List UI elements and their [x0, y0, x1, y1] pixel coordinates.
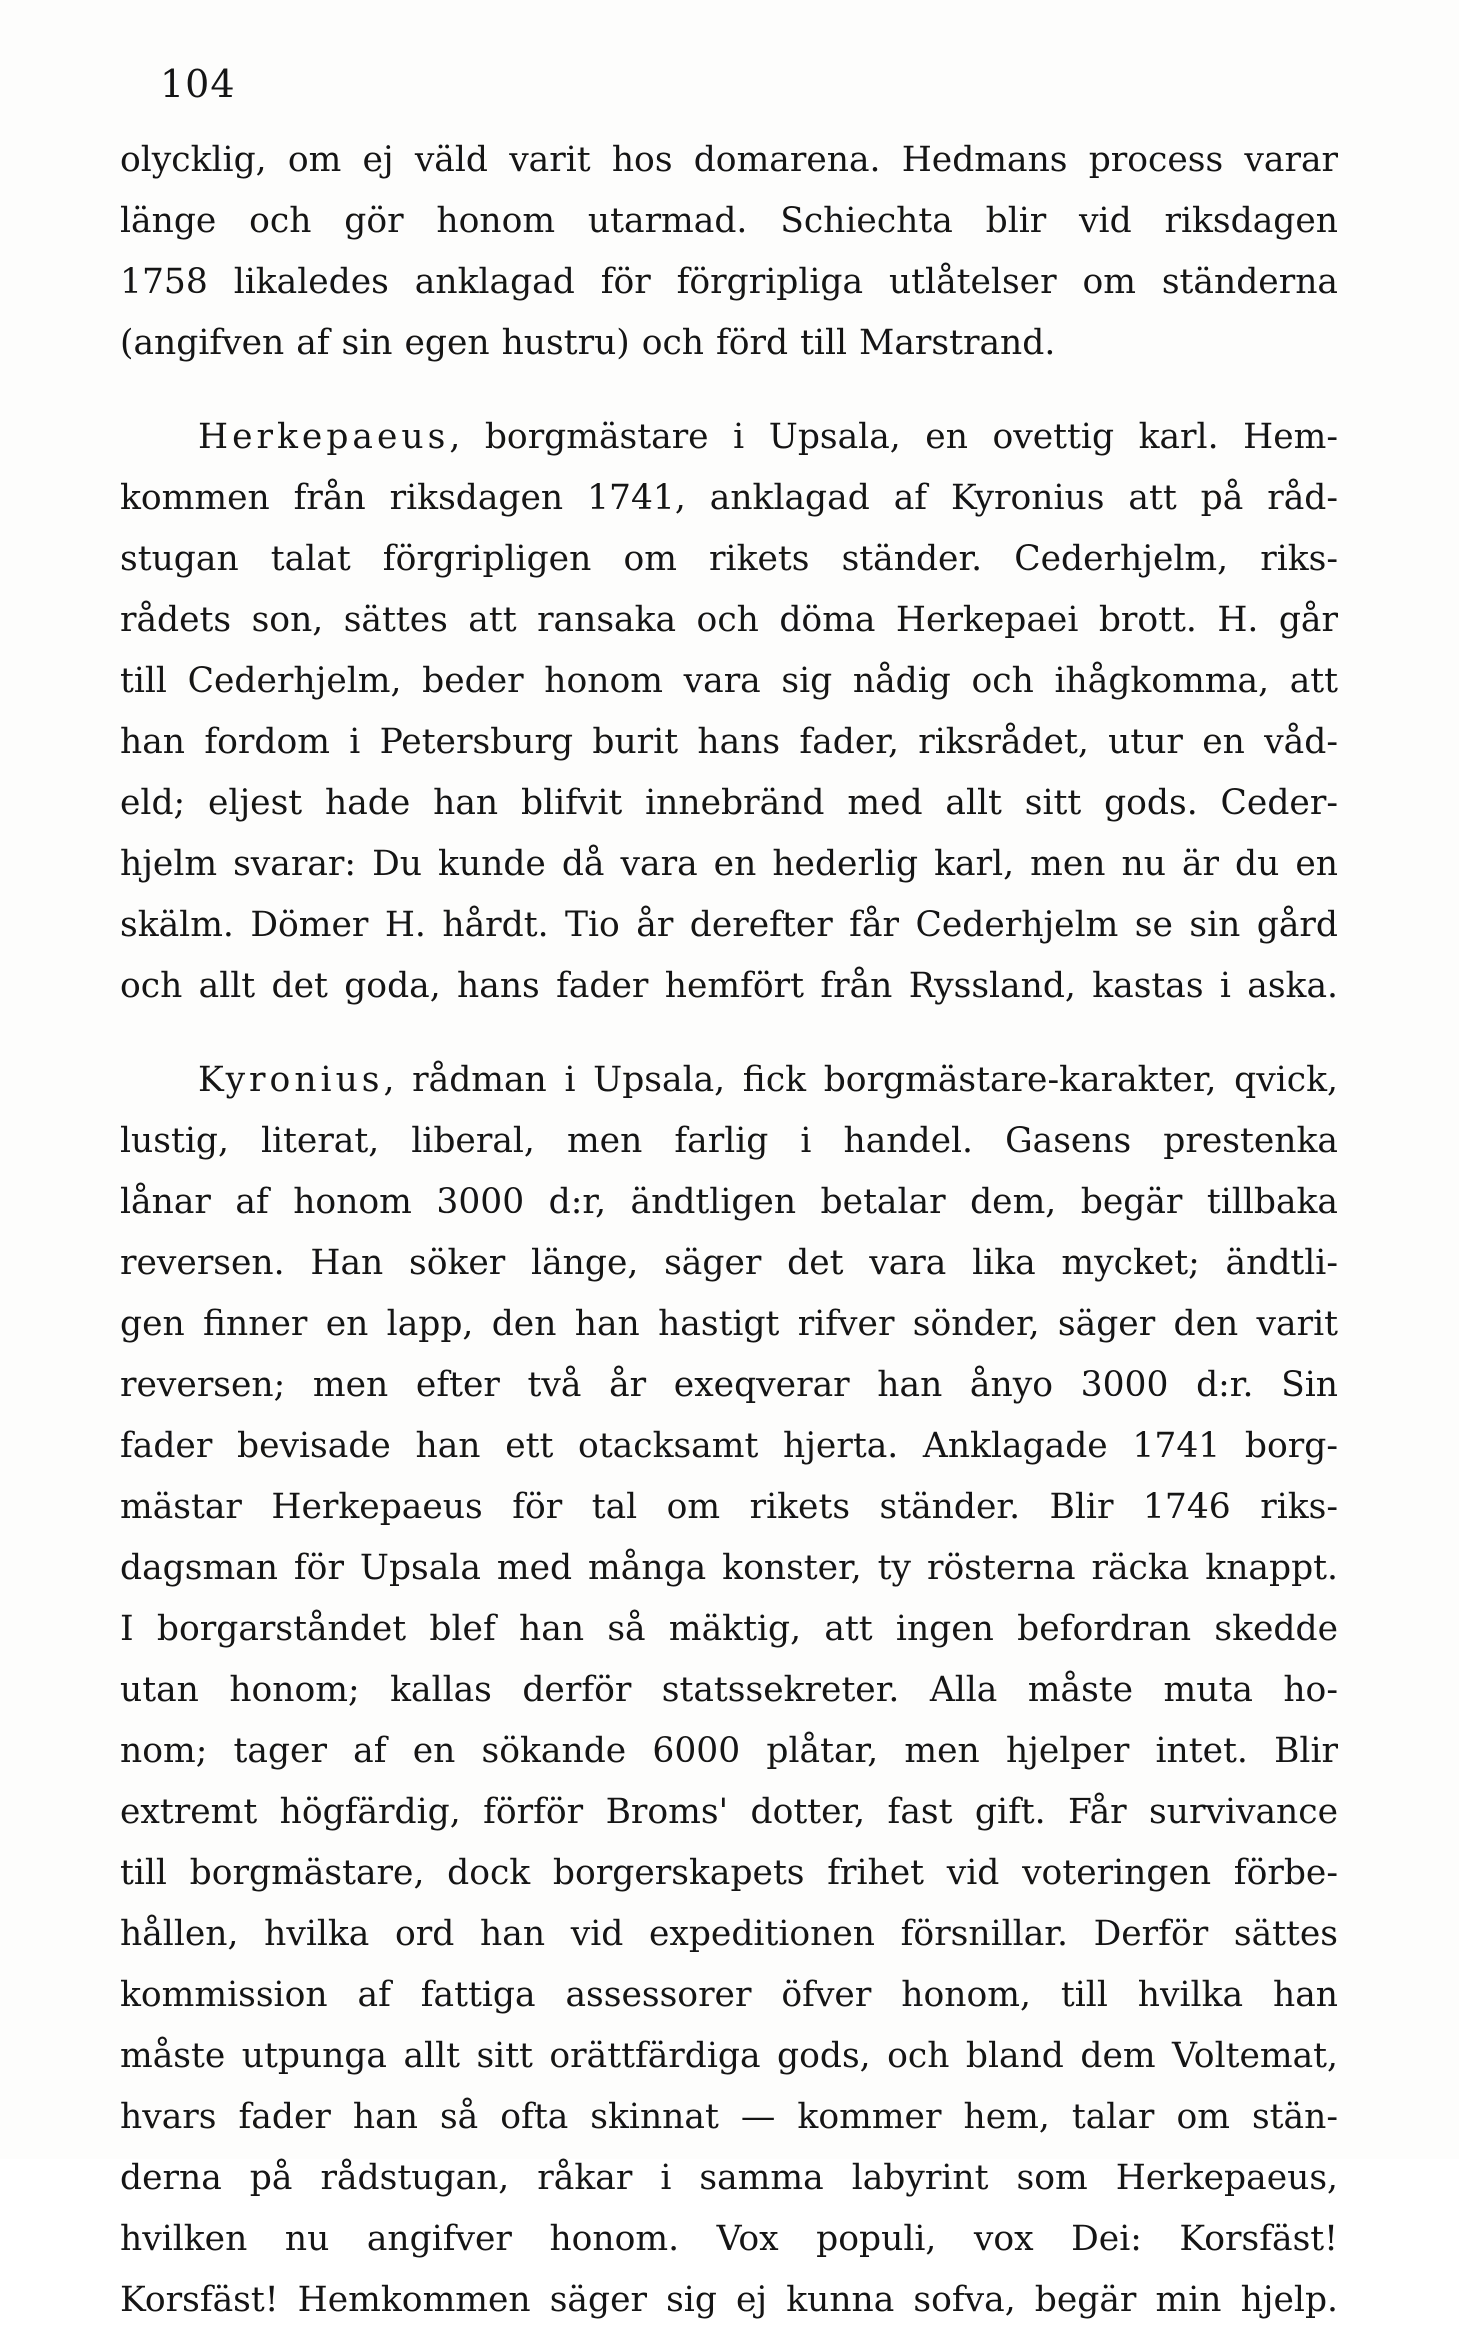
text-line: mästar Herkepaeus för tal om rikets ständer. Blir 1746 riks- [120, 1487, 1338, 1527]
text-line [120, 1050, 1338, 1111]
text-line: derna på rådstugan, råkar i samma labyrint som Herkepaeus, [120, 2158, 1338, 2198]
paragraph-herkepaeus [120, 407, 1338, 1017]
text-line: hållen, hvilka ord han vid expeditionen försnillar. Derför sättes [120, 1914, 1338, 1954]
text-line-rest: , borgmästare i Upsala, en ovettig karl. Hem- [449, 417, 1338, 457]
entry-name: Kyronius [198, 1060, 384, 1100]
page-number: 104 [160, 62, 236, 106]
paragraph-1 [120, 130, 1338, 374]
text-line: olycklig, om ej väld varit hos domarena. Hedmans process varar [120, 140, 1338, 180]
text-line: hjelm svarar: Du kunde då vara en hederlig karl, men nu är du en [120, 844, 1338, 884]
text-line: dagsman för Upsala med många konster, ty rösterna räcka knappt. [120, 1548, 1338, 1588]
text-line: länge och gör honom utarmad. Schiechta blir vid riksdagen [120, 201, 1338, 241]
text-line: och allt det goda, hans fader hemfört från Ryssland, kastas i aska. [120, 966, 1338, 1006]
text-line: 1758 likaledes anklagad för förgripliga utlåtelser om ständerna [120, 262, 1338, 302]
body-text [120, 130, 1338, 2331]
text-line: kommen från riksdagen 1741, anklagad af Kyronius att på råd- [120, 478, 1338, 518]
text-line: han fordom i Petersburg burit hans fader, riksrådet, utur en våd- [120, 722, 1338, 762]
text-line: reversen; men efter två år exeqverar han ånyo 3000 d:r. Sin [120, 1365, 1338, 1405]
text-line: skälm. Dömer H. hårdt. Tio år derefter får Cederhjelm se sin gård [120, 905, 1338, 945]
entry-name: Herkepaeus [198, 417, 450, 457]
text-line: I borgarståndet blef han så mäktig, att ingen befordran skedde [120, 1609, 1338, 1649]
text-line: extremt högfärdig, förför Broms' dotter, fast gift. Får survivance [120, 1792, 1338, 1832]
text-line: eld; eljest hade han blifvit innebränd med allt sitt gods. Ceder- [120, 783, 1338, 823]
text-line: fader bevisade han ett otacksamt hjerta. Anklagade 1741 borg- [120, 1426, 1338, 1466]
text-line: rådets son, sättes att ransaka och döma Herkepaei brott. H. går [120, 600, 1338, 640]
text-line: till borgmästare, dock borgerskapets frihet vid voteringen förbe- [120, 1853, 1338, 1893]
text-line-rest: , rådman i Upsala, fick borgmästare-karakter, qvick, [383, 1060, 1338, 1100]
text-line: lustig, literat, liberal, men farlig i handel. Gasens prestenka [120, 1121, 1338, 1161]
text-line: stugan talat förgripligen om rikets ständer. Cederhjelm, riks- [120, 539, 1338, 579]
text-line: utan honom; kallas derför statssekreter. Alla måste muta ho- [120, 1670, 1338, 1710]
text-line: nom; tager af en sökande 6000 plåtar, men hjelper intet. Blir [120, 1731, 1338, 1771]
paragraph-kyronius [120, 1050, 1338, 2331]
text-line: Korsfäst! Hemkommen säger sig ej kunna sofva, begär min hjelp. [120, 2280, 1338, 2320]
text-line: lånar af honom 3000 d:r, ändtligen betalar dem, begär tillbaka [120, 1182, 1338, 1222]
text-line: gen finner en lapp, den han hastigt rifver sönder, säger den varit [120, 1304, 1338, 1344]
text-line: hvilken nu angifver honom. Vox populi, vox Dei: Korsfäst! [120, 2219, 1338, 2259]
text-line: hvars fader han så ofta skinnat — kommer hem, talar om stän- [120, 2097, 1338, 2137]
text-line: reversen. Han söker länge, säger det vara lika mycket; ändtli- [120, 1243, 1338, 1283]
text-line: kommission af fattiga assessorer öfver honom, till hvilka han [120, 1975, 1338, 2015]
text-line [120, 407, 1338, 468]
text-line: (angifven af sin egen hustru) och förd till Marstrand. [120, 323, 1056, 363]
text-line: till Cederhjelm, beder honom vara sig nådig och ihågkomma, att [120, 661, 1338, 701]
text-line: måste utpunga allt sitt orättfärdiga gods, och bland dem Voltemat, [120, 2036, 1338, 2076]
